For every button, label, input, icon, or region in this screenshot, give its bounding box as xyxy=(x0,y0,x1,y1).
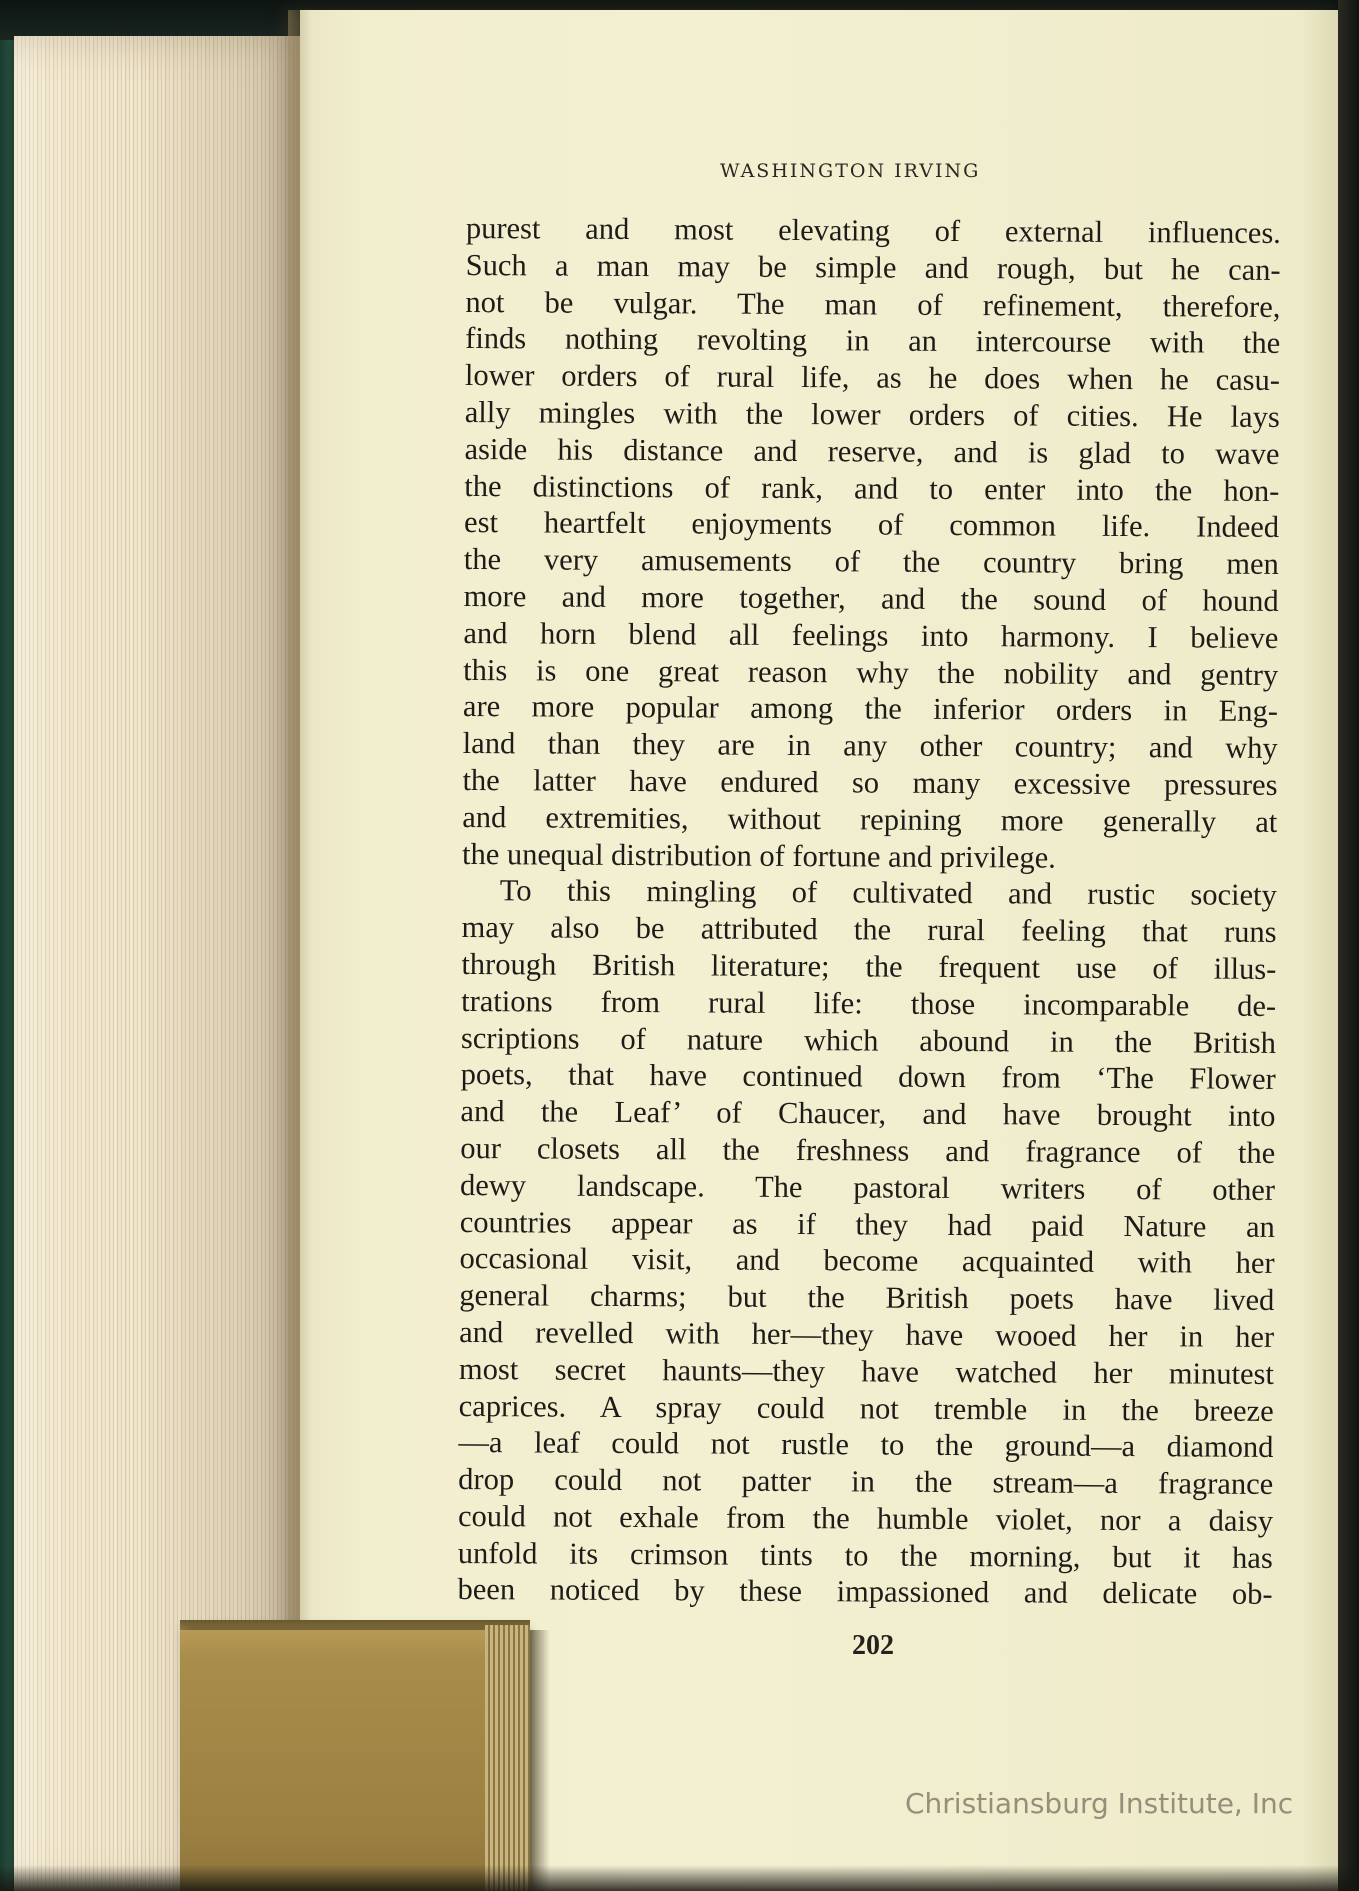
text-line: scriptions of nature which abound in the British xyxy=(460,1020,1277,1060)
text-line: ally mingles with the lower orders of cities. He lays xyxy=(464,394,1280,434)
text-line: Such a man may be simple and rough, but he can- xyxy=(465,247,1281,287)
text-line: dewy landscape. The pastoral writers of other xyxy=(459,1167,1276,1207)
bookmark-block-shadow xyxy=(530,1630,550,1891)
text-line: could not exhale from the humble violet, nor a daisy xyxy=(457,1498,1274,1538)
text-line: countries appear as if they had paid Nature an xyxy=(459,1204,1275,1244)
right-edge-shadow xyxy=(1338,0,1359,1891)
text-line: trations from rural life: those incomparable de- xyxy=(461,983,1277,1023)
text-line: our closets all the freshness and fragrance of the xyxy=(460,1130,1276,1170)
text-line: est heartfelt enjoyments of common life. Indeed xyxy=(463,505,1280,545)
text-line: occasional visit, and become acquainted with her xyxy=(459,1241,1275,1281)
text-line: poets, that have continued down from ‘The Flower xyxy=(460,1057,1276,1097)
text-line: drop could not patter in the stream—a fragrance xyxy=(458,1462,1274,1502)
text-line: may also be attributed the rural feeling that runs xyxy=(461,910,1277,950)
text-line: finds nothing revolting in an intercourse with the xyxy=(465,321,1281,361)
text-line: been noticed by these impassioned and delicate ob- xyxy=(457,1572,1273,1612)
page-gutter xyxy=(288,10,312,1891)
text-line: purest and most elevating of external influences. xyxy=(465,210,1281,250)
text-line: most secret haunts—they have watched her minutest xyxy=(458,1351,1275,1391)
text-line: and revelled with her—they have wooed her in her xyxy=(459,1314,1275,1354)
text-line: the very amusements of the country bring men xyxy=(463,542,1279,582)
text-line: the distinctions of rank, and to enter into the hon- xyxy=(464,468,1280,508)
bookmark-block xyxy=(180,1630,525,1891)
watermark: Christiansburg Institute, Inc xyxy=(905,1787,1294,1820)
text-line: and the Leaf’ of Chaucer, and have brought into xyxy=(460,1094,1276,1134)
text-line: and extremities, without repining more generally at xyxy=(462,799,1278,839)
text-line: not be vulgar. The man of refinement, therefore, xyxy=(465,284,1281,324)
running-head: WASHINGTON IRVING xyxy=(720,160,981,182)
bottom-shadow xyxy=(0,1865,1359,1891)
text-line: through British literature; the frequent use of illus- xyxy=(461,946,1277,986)
text-line: unfold its crimson tints to the morning, but it has xyxy=(457,1535,1273,1575)
text-line: aside his distance and reserve, and is glad to wave xyxy=(464,431,1280,471)
page-number: 202 xyxy=(852,1630,894,1661)
text-line: caprices. A spray could not tremble in the breeze xyxy=(458,1388,1274,1428)
text-line: To this mingling of cultivated and rustic society xyxy=(499,873,1277,913)
text-line: land than they are in any other country; and why xyxy=(462,726,1278,766)
bookmark-block-edge xyxy=(485,1625,530,1891)
text-line: the unequal distribution of fortune and privilege. xyxy=(461,836,1056,875)
page-edges-stack xyxy=(14,36,314,1891)
body-text xyxy=(457,210,1281,1613)
text-line: —a leaf could not rustle to the ground—a diamond xyxy=(458,1425,1274,1465)
text-line: more and more together, and the sound of hound xyxy=(463,578,1279,618)
text-line: and horn blend all feelings into harmony. I believe xyxy=(463,615,1279,655)
text-line: the latter have endured so many excessive pressures xyxy=(462,762,1278,802)
text-line: lower orders of rural life, as he does when he casu- xyxy=(464,358,1281,398)
text-line: this is one great reason why the nobility and gentry xyxy=(463,652,1279,692)
text-line: general charms; but the British poets have lived xyxy=(459,1278,1275,1318)
text-line: are more popular among the inferior orders in Eng- xyxy=(462,689,1279,729)
